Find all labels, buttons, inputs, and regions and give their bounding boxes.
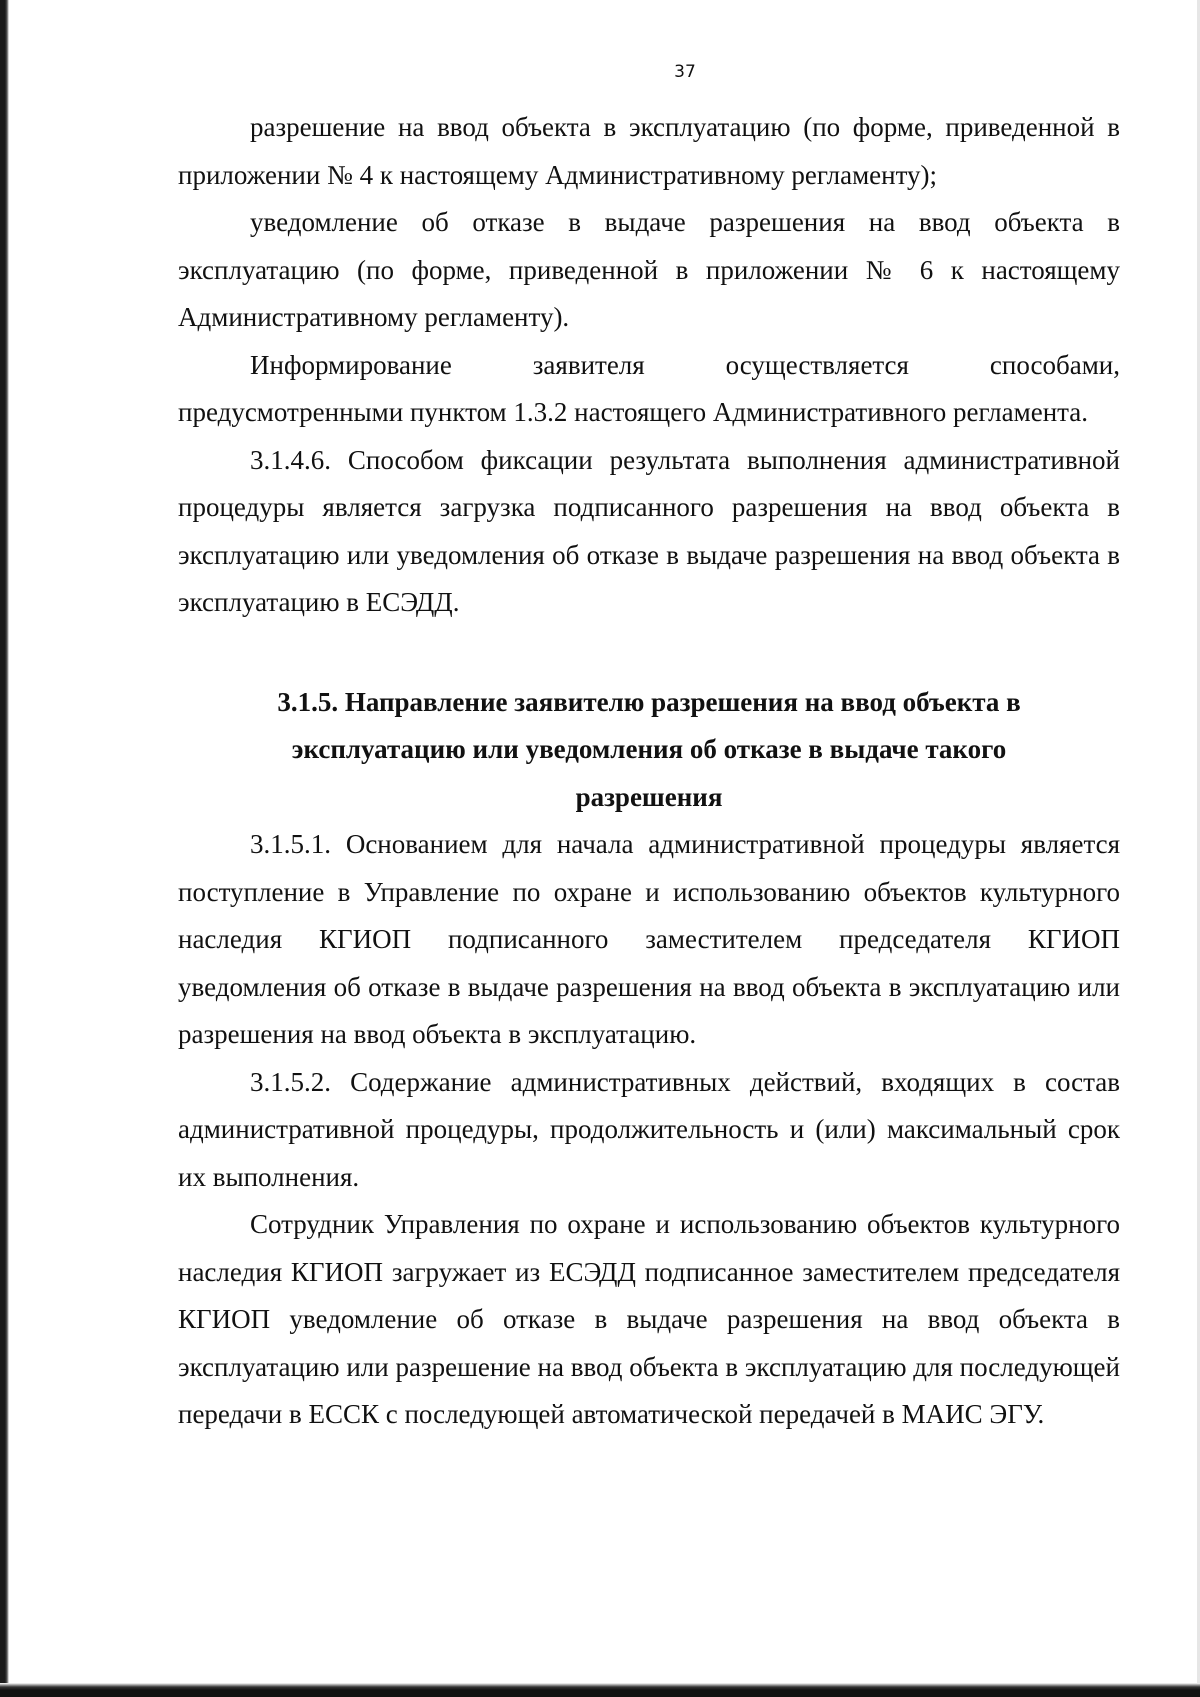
paragraph-applicant-informing: Информирование заявителя осуществляется способами, предусмотренными пунктом 1.3.2 настоящего Административного регламента. — [178, 349, 1120, 427]
page-number: 37 — [674, 62, 696, 82]
paragraph-refusal-notice: уведомление об отказе в выдаче разрешения на ввод объекта в эксплуатацию (по форме, приведенной в приложении № 6 к настоящему Административному регламенту). — [178, 207, 1120, 332]
document-body — [178, 104, 1120, 1439]
paragraph-permit-form: разрешение на ввод объекта в эксплуатацию (по форме, приведенной в приложении № 4 к настоящему Административному регламенту); — [178, 112, 1120, 190]
paragraph-3-1-5-1: 3.1.5.1. Основанием для начала административной процедуры является поступление в Управление по охране и использованию объектов культурного наследия КГИОП подписанного заместителем председателя КГИОП уведомления об отказе в выдаче разрешения на ввод объекта в эксплуатацию или разрешения на ввод объекта в эксплуатацию. — [178, 829, 1120, 1049]
paragraph-3-1-4-6: 3.1.4.6. Способом фиксации результата выполнения административной процедуры является загрузка подписанного разрешения на ввод объекта в эксплуатацию или уведомления об отказе в выдаче разрешения на ввод объекта в эксплуатацию в ЕСЭДД. — [178, 444, 1120, 617]
scan-border-left — [0, 0, 9, 1697]
scan-border-bottom — [0, 1683, 1200, 1697]
paragraph-3-1-5-2: 3.1.5.2. Содержание административных действий, входящих в состав административной процедуры, продолжительность и (или) максимальный срок их выполнения. — [178, 1066, 1120, 1192]
paragraph-employee-actions: Сотрудник Управления по охране и использованию объектов культурного наследия КГИОП загружает из ЕСЭДД подписанное заместителем председателя КГИОП уведомление об отказе в выдаче разрешения на ввод объекта в эксплуатацию или разрешение на ввод объекта в эксплуатацию для последующей передачи в ЕССК с последующей автоматической передачей в МАИС ЭГУ. — [178, 1209, 1120, 1429]
section-heading-3-1-5: 3.1.5. Направление заявителю разрешения на ввод объекта в эксплуатацию или уведомления об отказе в выдаче такого разрешения — [277, 686, 1021, 812]
